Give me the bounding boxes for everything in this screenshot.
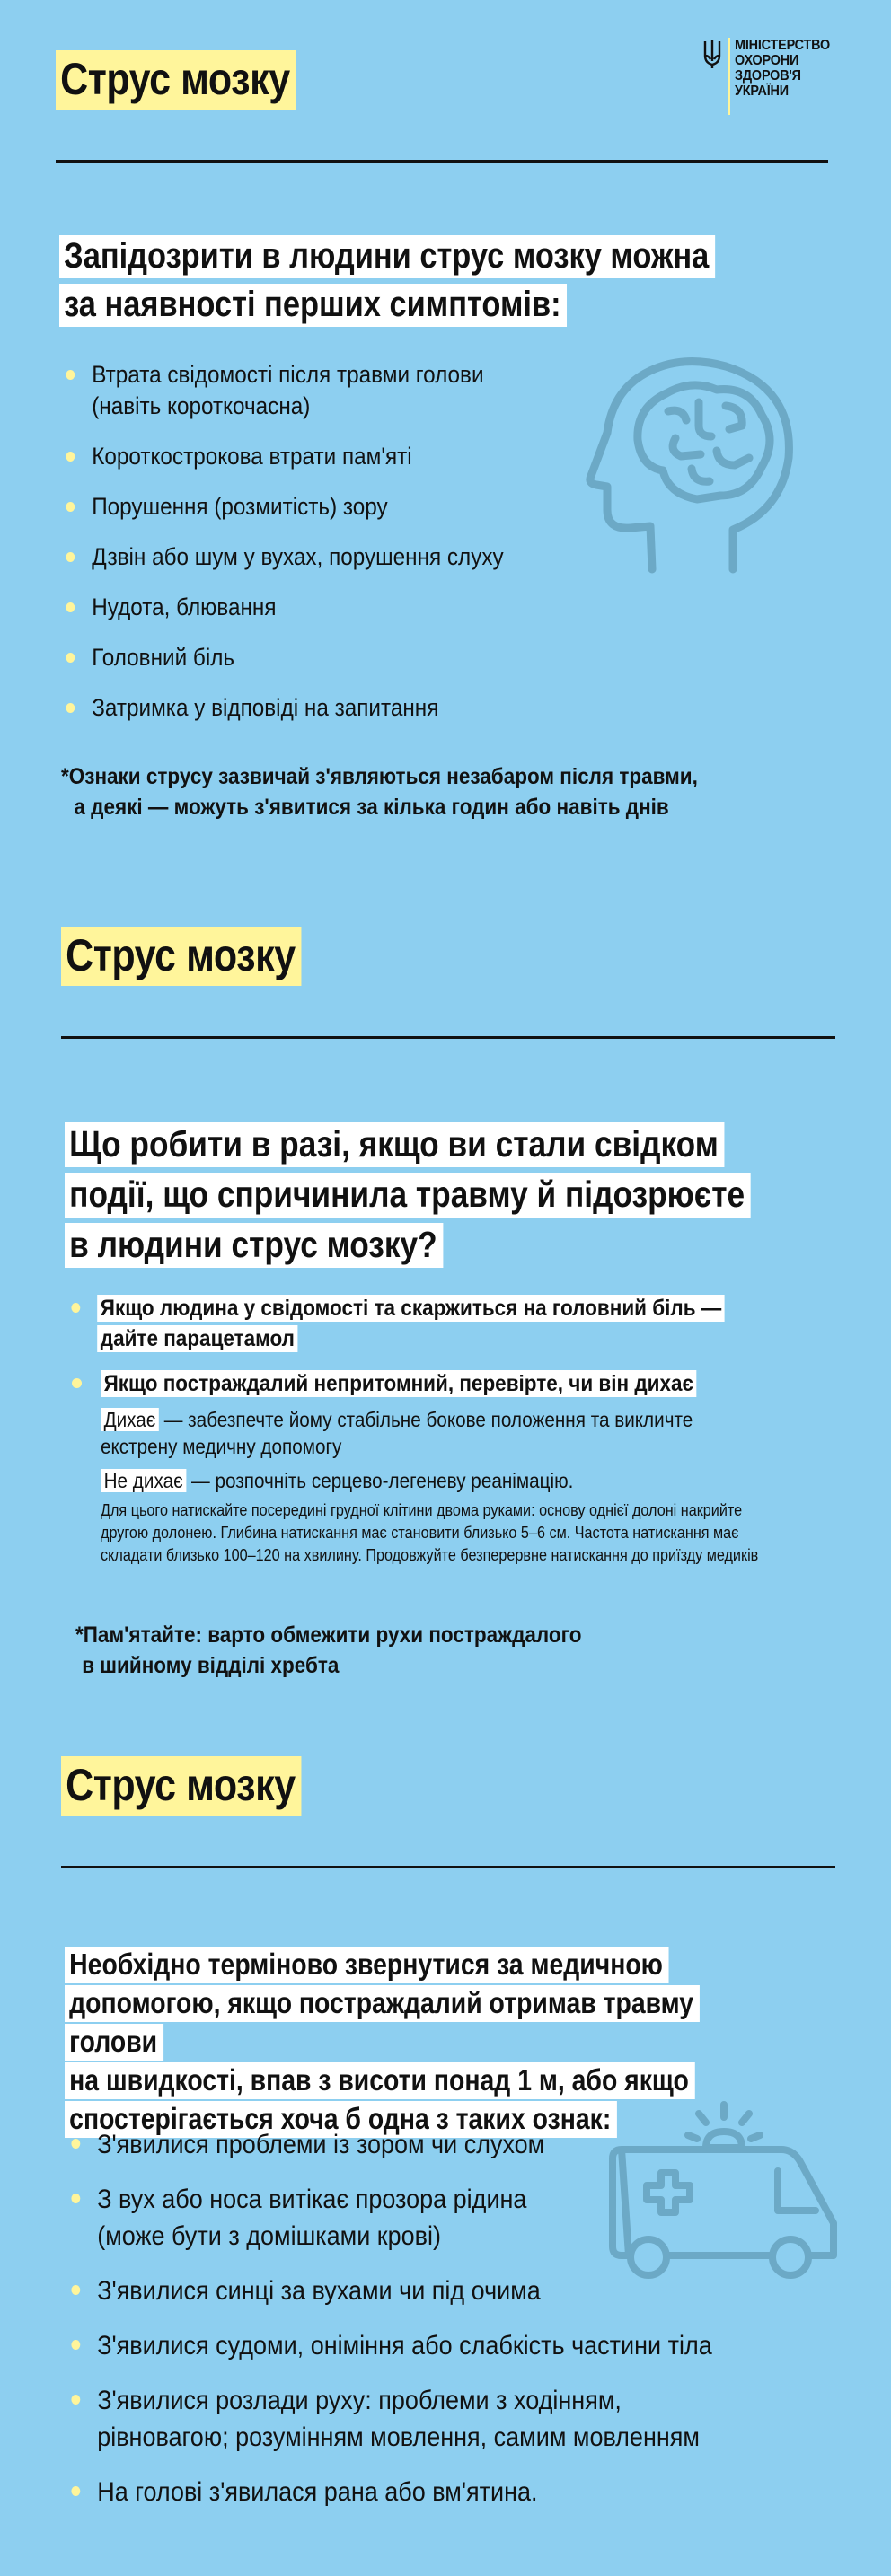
- list-item: Короткострокова втрати пам'яті: [61, 441, 546, 472]
- section1-title: [56, 50, 335, 110]
- section1-title-text: Струс мозку: [56, 50, 296, 110]
- list-item: З'явилися судоми, оніміння або слабкість частини тіла: [66, 2327, 794, 2364]
- section1-note: *Ознаки струсу зазвичай з'являються незабаром після травми, а деякі — можуть з'явитися за кілька годин або навіть днів: [61, 764, 698, 820]
- section2-title-text: Струс мозку: [61, 927, 302, 986]
- list-item: З'явилися синці за вухами чи під очима: [66, 2273, 794, 2309]
- section1-divider: [56, 160, 828, 163]
- list-item: Головний біль: [61, 642, 546, 673]
- list-item: Затримка у відповіді на запитання: [61, 692, 546, 724]
- logo-text: МІНІСТЕРСТВО ОХОРОНИ ЗДОРОВ'Я УКРАЇНИ: [735, 38, 831, 99]
- trident-icon: [702, 38, 722, 70]
- section2-divider: [61, 1036, 835, 1039]
- cpr-instruction: Для цього натискайте посередині грудної клітини двома руками: основу однієї долоні накрийте другою долонею. Глибина натискання має становити близько 5–6 см. Частота натискання має складати близько 100–120 на хвилину. Продовжуйте безперервне натискання до приїзду медиків: [101, 1501, 759, 1564]
- section3-question: Необхідно терміново звернутися за медичною допомогою, якщо постраждалий отримав травму голови на швидкості, впав з висоти понад 1 м, або якщо спостерігається хоча б одна з таких ознак:: [65, 1945, 775, 2138]
- section2-title: [61, 927, 340, 986]
- list-item: Якщо постраждалий непритомний, перевірте, чи він дихає Дихає — забезпечте йому стабільне бокове положення та викличте екстрену медичну допомогу Не дихає — розпочніть серцево-легеневу реанімацію. Для цього натискайте посередині грудної клітини двома руками: основу однієї долоні накрийте другою долонею. Глибина натискання має становити близько 5–6 см. Частота натискання має складати близько 100–120 на хвилину. Продовжуйте безперервне натискання до приїзду медиків: [66, 1368, 839, 1567]
- section1-question: Запідозрити в людини струс мозку можна за наявності перших симптомів:: [59, 232, 715, 329]
- section3-divider: [61, 1866, 835, 1868]
- list-item: Втрата свідомості після травми голови (навіть короткочасна): [61, 359, 546, 422]
- section1-symptom-list: [61, 359, 600, 743]
- not-breathes-instruction: Не дихає — розпочніть серцево-легеневу реанімацію.: [101, 1467, 765, 1494]
- list-item: З'явилися розлади руху: проблеми з ходінням, рівновагою; розумінням мовлення, самим мовленням: [66, 2382, 794, 2456]
- section2-action-list: [66, 1293, 839, 1581]
- list-item: Дзвін або шум у вухах, порушення слуху: [61, 541, 546, 573]
- section2-note: *Пам'ятайте: варто обмежити рухи постраждалого в шийному відділі хребта: [75, 1622, 582, 1678]
- ambulance-icon: [602, 2097, 844, 2288]
- list-item: Нудота, блювання: [61, 592, 546, 623]
- list-item: Якщо людина у свідомості та скаржиться на головний біль — дайте парацетамол: [66, 1293, 762, 1354]
- list-item: На голові з'явилася рана або вм'ятина.: [66, 2474, 794, 2510]
- list-item: З вух або носа витікає прозора рідина (може бути з домішками крові): [66, 2181, 794, 2255]
- head-brain-icon: [582, 352, 817, 576]
- list-item: Порушення (розмитість) зору: [61, 491, 546, 523]
- breathes-instruction: Дихає — забезпечте йому стабільне бокове положення та викличте екстрену медичну допомогу: [101, 1408, 693, 1458]
- list-item: З'явилися проблеми із зором чи слухом: [66, 2126, 794, 2163]
- section3-title-text: Струс мозку: [61, 1756, 302, 1816]
- logo-divider: [728, 38, 730, 115]
- ministry-logo: [702, 38, 831, 119]
- section2-question: Що робити в разі, якщо ви стали свідком події, що спричинила травму й підозрюєте в людини струс мозку?: [65, 1119, 751, 1270]
- section3-title: [61, 1756, 340, 1816]
